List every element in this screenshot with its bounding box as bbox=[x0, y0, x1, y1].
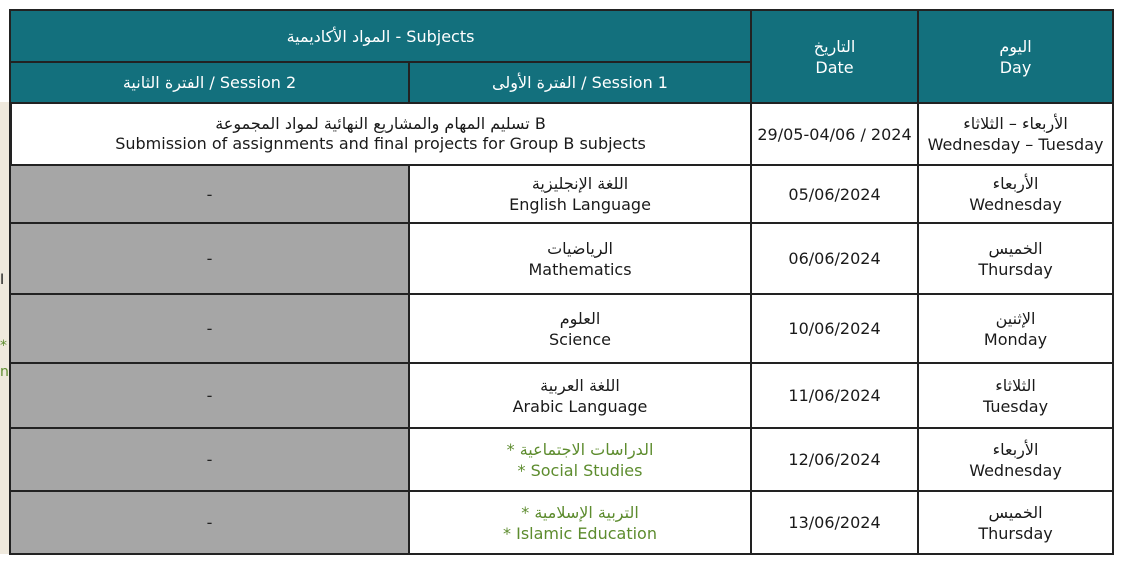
date-cell: 06/06/2024 bbox=[751, 223, 918, 294]
day-cell bbox=[918, 223, 1113, 294]
session2-cell: - bbox=[10, 294, 409, 363]
subject-en: * Islamic Education bbox=[503, 523, 657, 543]
date-cell: 11/06/2024 bbox=[751, 363, 918, 428]
header-row bbox=[10, 10, 1113, 62]
session2-cell: - bbox=[10, 363, 409, 428]
day-ar: الإثنين bbox=[995, 308, 1036, 328]
day-en: Thursday bbox=[978, 259, 1053, 279]
day-cell bbox=[918, 363, 1113, 428]
table-row bbox=[10, 165, 1113, 223]
session1-header: الفترة الأولى / Session 1 bbox=[409, 62, 751, 103]
table-row bbox=[10, 223, 1113, 294]
date-cell: 29/05-04/06 / 2024 bbox=[751, 103, 918, 165]
day-en: Monday bbox=[983, 329, 1048, 349]
session2-cell: - bbox=[10, 223, 409, 294]
day-header-en: Day bbox=[999, 57, 1032, 77]
day-cell bbox=[918, 294, 1113, 363]
date-cell: 12/06/2024 bbox=[751, 428, 918, 491]
subject-en: Arabic Language bbox=[512, 396, 648, 416]
session2-cell: - bbox=[10, 491, 409, 554]
edge-mark: * bbox=[0, 338, 7, 354]
day-cell bbox=[918, 428, 1113, 491]
day-cell bbox=[918, 103, 1113, 165]
session1-cell bbox=[409, 491, 751, 554]
day-ar: الأربعاء bbox=[992, 439, 1039, 459]
date-cell: 13/06/2024 bbox=[751, 491, 918, 554]
subject-ar: * التربية الإسلامية bbox=[521, 502, 639, 522]
day-cell bbox=[918, 165, 1113, 223]
session2-cell: - bbox=[10, 165, 409, 223]
day-en: Thursday bbox=[978, 523, 1053, 543]
date-header-ar: التاريخ bbox=[813, 36, 856, 56]
subject-ar: اللغة الإنجليزية bbox=[531, 174, 629, 193]
date-cell: 05/06/2024 bbox=[751, 165, 918, 223]
submission-row bbox=[10, 103, 1113, 165]
day-ar: الثلاثاء bbox=[995, 375, 1036, 395]
exam-schedule-table bbox=[9, 9, 1114, 555]
day-en: Tuesday bbox=[982, 396, 1049, 416]
date-header bbox=[751, 10, 918, 103]
subject-en: Science bbox=[548, 329, 612, 349]
day-header bbox=[918, 10, 1113, 103]
day-en: Wednesday bbox=[969, 195, 1062, 214]
session1-cell bbox=[409, 165, 751, 223]
subject-ar: الرياضيات bbox=[547, 238, 613, 258]
submission-cell bbox=[10, 103, 751, 165]
submission-text-ar: تسليم المهام والمشاريع النهائية لمواد المجموعة B bbox=[215, 114, 546, 133]
session1-cell bbox=[409, 294, 751, 363]
session1-cell bbox=[409, 363, 751, 428]
submission-text-en: Submission of assignments and final projects for Group B subjects bbox=[115, 134, 646, 153]
day-ar: الخميس bbox=[988, 238, 1043, 258]
table-row bbox=[10, 428, 1113, 491]
subjects-header: المواد الأكاديمية - Subjects bbox=[10, 10, 751, 62]
session1-cell bbox=[409, 223, 751, 294]
session1-cell bbox=[409, 428, 751, 491]
subject-en: * Social Studies bbox=[517, 460, 643, 480]
day-cell bbox=[918, 491, 1113, 554]
subject-en: English Language bbox=[509, 195, 651, 214]
day-ar: الأربعاء – الثلاثاء bbox=[963, 114, 1068, 133]
date-header-en: Date bbox=[815, 57, 854, 77]
day-en: Wednesday bbox=[969, 460, 1062, 480]
session2-header: الفترة الثانية / Session 2 bbox=[10, 62, 409, 103]
subject-ar: العلوم bbox=[559, 308, 601, 328]
day-ar: الأربعاء bbox=[992, 174, 1039, 193]
subject-ar: * الدراسات الاجتماعية bbox=[506, 439, 654, 459]
subject-en: Mathematics bbox=[528, 259, 632, 279]
subject-ar: اللغة العربية bbox=[540, 375, 620, 395]
table-row bbox=[10, 363, 1113, 428]
edge-mark: I bbox=[0, 272, 5, 288]
date-cell: 10/06/2024 bbox=[751, 294, 918, 363]
day-header-ar: اليوم bbox=[999, 36, 1032, 56]
session2-cell: - bbox=[10, 428, 409, 491]
table-row bbox=[10, 491, 1113, 554]
table-row bbox=[10, 294, 1113, 363]
day-ar: الخميس bbox=[988, 502, 1043, 522]
edge-mark: n bbox=[0, 364, 9, 380]
day-en: Wednesday – Tuesday bbox=[927, 135, 1104, 154]
